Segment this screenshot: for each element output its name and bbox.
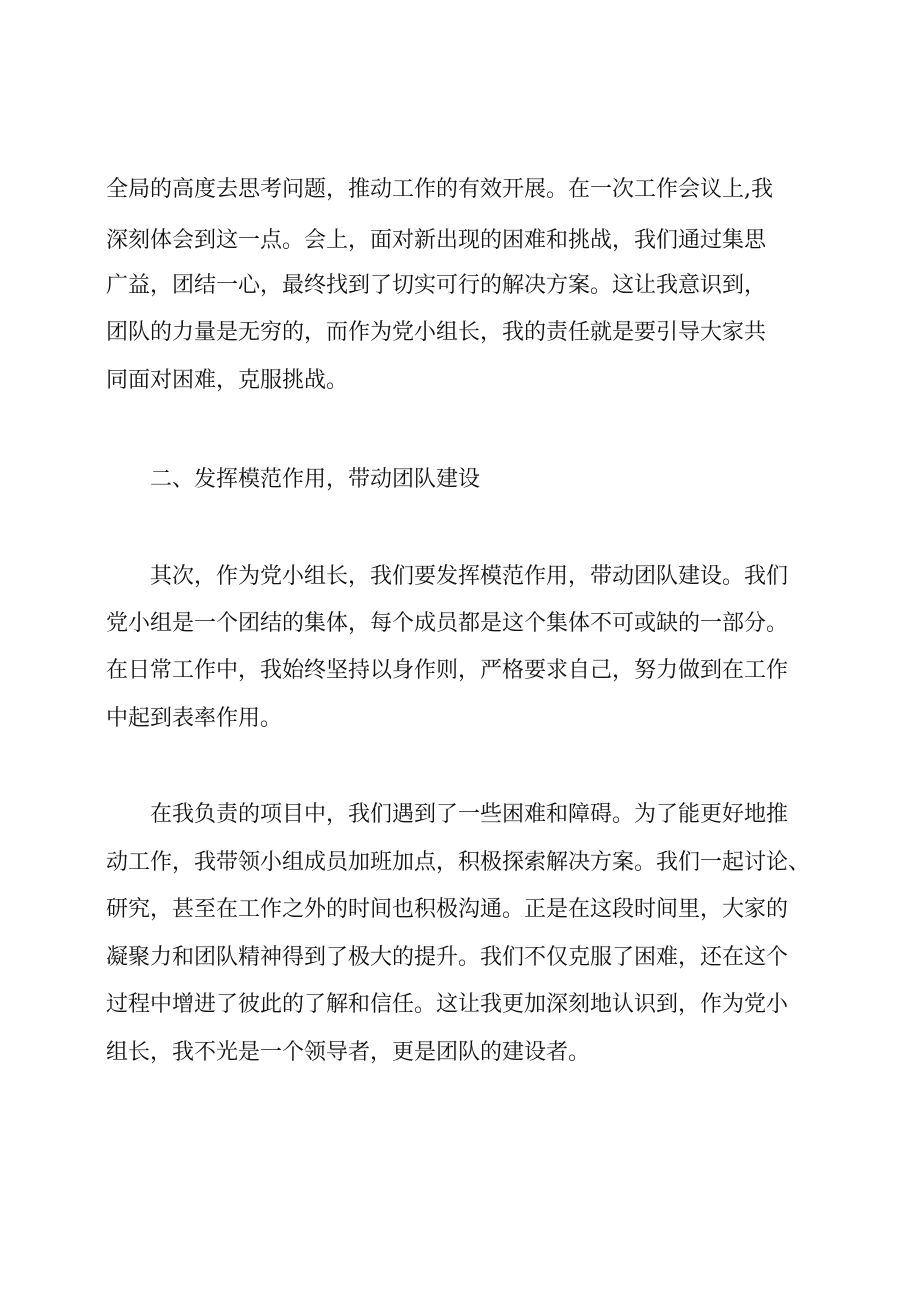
paragraph-1-line-3: 广益，团结一心，最终找到了切实可行的解决方案。这让我意识到， — [106, 273, 767, 298]
paragraph-1-line-4: 团队的力量是无穷的，而作为党小组长，我的责任就是要引导大家共 — [106, 320, 767, 345]
paragraph-1-line-1: 全局的高度去思考问题，推动工作的有效开展。在一次工作会议上,我 — [106, 177, 773, 202]
paragraph-3-line-5: 过程中增进了彼此的了解和信任。这让我更加深刻地认识到，作为党小 — [106, 992, 789, 1017]
paragraph-3-line-6: 组长，我不光是一个领导者，更是团队的建设者。 — [106, 1040, 591, 1065]
paragraph-3-line-3: 研究，甚至在工作之外的时间也积极沟通。正是在这段时间里，大家的 — [106, 897, 789, 922]
paragraph-2-line-1: 其次，作为党小组长，我们要发挥模范作用，带动团队建设。我们 — [150, 564, 789, 589]
paragraph-2-line-2: 党小组是一个团结的集体，每个成员都是这个集体不可或缺的一部分。 — [106, 611, 789, 636]
paragraph-1-line-5: 同面对困难，克服挑战。 — [106, 368, 349, 393]
paragraph-3-line-4: 凝聚力和团队精神得到了极大的提升。我们不仅克服了困难，还在这个 — [106, 945, 789, 970]
paragraph-3-line-1: 在我负责的项目中，我们遇到了一些困难和障碍。为了能更好地推 — [150, 802, 789, 827]
section-heading: 二、发挥模范作用，带动团队建设 — [150, 467, 481, 492]
paragraph-2-line-4: 中起到表率作用。 — [106, 706, 283, 731]
paragraph-1-line-2: 深刻体会到这一点。会上，面对新出现的困难和挑战，我们通过集思 — [106, 228, 767, 253]
paragraph-2-line-3: 在日常工作中，我始终坚持以身作则，严格要求自己，努力做到在工作 — [106, 658, 789, 683]
paragraph-3-line-2: 动工作，我带领小组成员加班加点，积极探索解决方案。我们一起讨论、 — [106, 850, 811, 875]
